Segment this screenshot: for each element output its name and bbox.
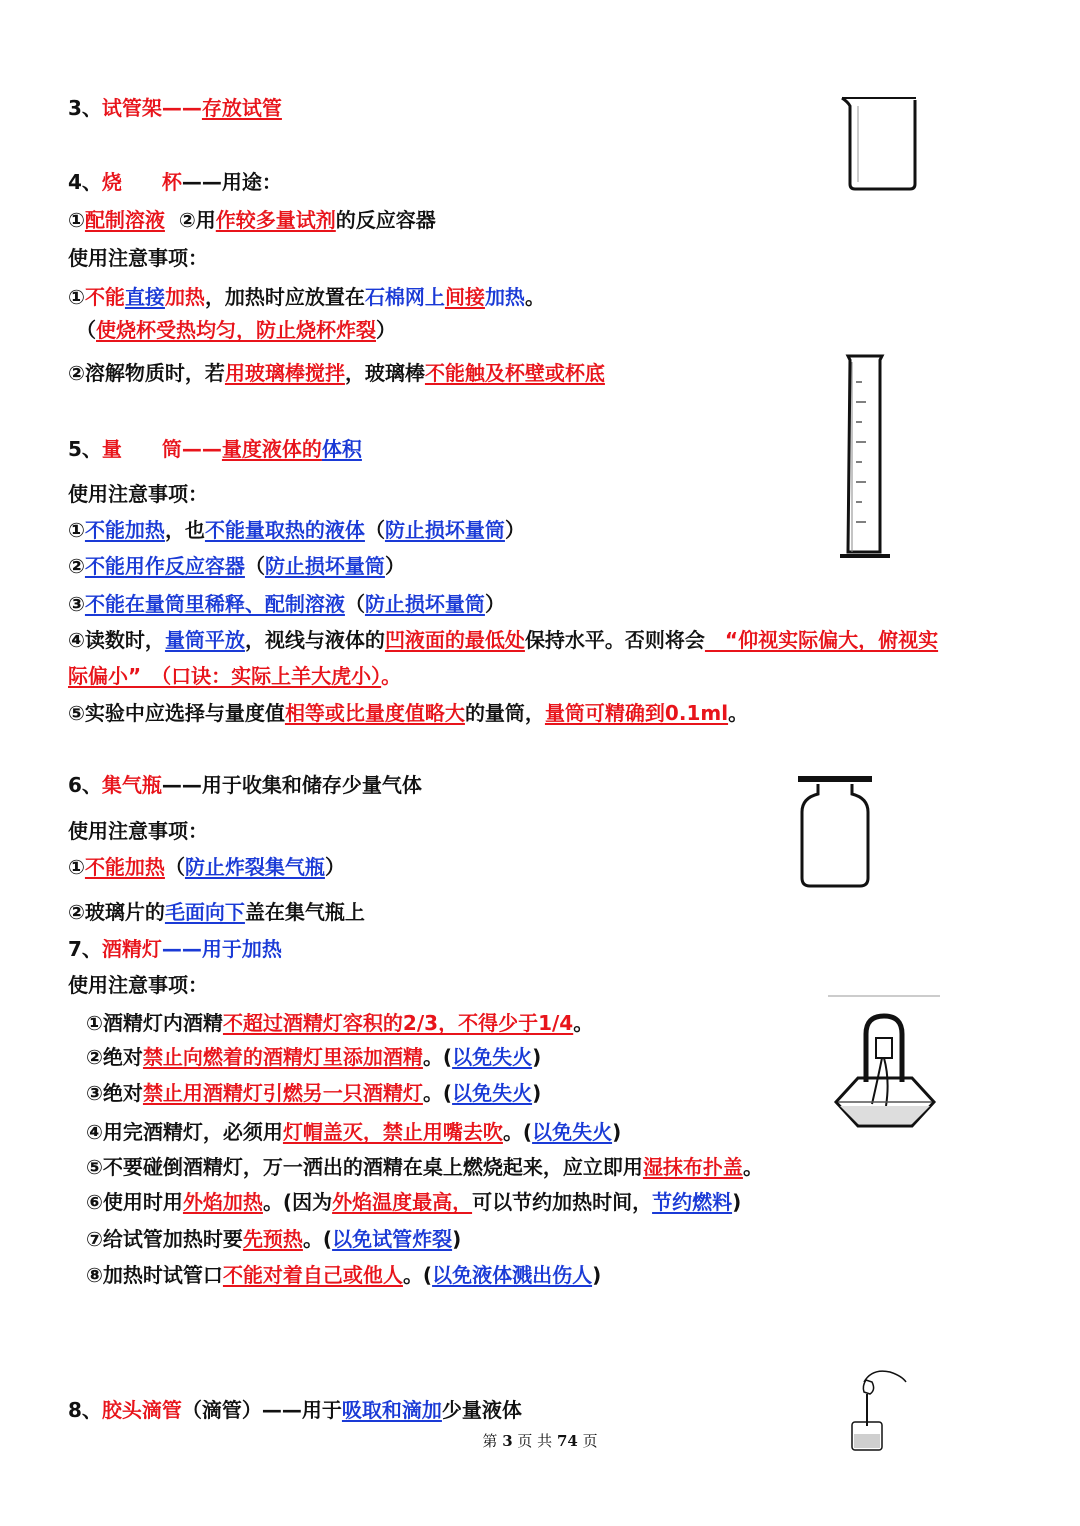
section-5-note-1: ①不能加热，也不能量取热的液体（防止损坏量筒）	[68, 518, 525, 542]
section-6-title: 6、集气瓶——用于收集和储存少量气体	[68, 773, 422, 797]
section-7-note-4: ④用完酒精灯，必须用灯帽盖灭，禁止用嘴去吹。(以免失火)	[86, 1120, 622, 1144]
dropper-illustration	[842, 1364, 912, 1456]
section-7-title: 7、酒精灯——用于加热	[68, 937, 282, 961]
section-7-notes-label: 使用注意事项：	[68, 973, 208, 997]
section-7-note-7: ⑦给试管加热时要先预热。(以免试管炸裂)	[86, 1227, 462, 1251]
section-4-uses: ①配制溶液 ②用作较多量试剂的反应容器	[68, 208, 436, 232]
graduated-cylinder-illustration	[836, 352, 896, 564]
section-4-note-1-reason: （使烧杯受热均匀，防止烧杯炸裂）	[76, 318, 396, 342]
section-7-note-6: ⑥使用时用外焰加热。(因为外焰温度最高，可以节约加热时间，节约燃料)	[86, 1190, 742, 1214]
section-5-title: 5、量 筒——量度液体的体积	[68, 437, 362, 461]
section-5-note-4: ④读数时，量筒平放，视线与液体的凹液面的最低处保持水平。否则将会 “仰视实际偏大，俯视实	[68, 628, 939, 652]
section-5-note-3: ③不能在量筒里稀释、配制溶液（防止损坏量筒）	[68, 592, 505, 616]
beaker-illustration	[836, 92, 926, 194]
section-5-note-2: ②不能用作反应容器（防止损坏量筒）	[68, 554, 405, 578]
section-6-note-2: ②玻璃片的毛面向下盖在集气瓶上	[68, 900, 365, 924]
section-4-note-2: ②溶解物质时，若用玻璃棒搅拌，玻璃棒不能触及杯壁或杯底	[68, 361, 605, 385]
gas-collecting-bottle-illustration	[790, 770, 880, 892]
section-4-note-1: ①不能直接加热，加热时应放置在石棉网上间接加热。	[68, 285, 545, 309]
section-5-notes-label: 使用注意事项：	[68, 482, 208, 506]
section-7-note-1: ①酒精灯内酒精不超过酒精灯容积的2/3，不得少于1/4。	[86, 1011, 594, 1035]
page-footer: 第 3 页 共 74 页	[482, 1432, 598, 1450]
section-5-note-5: ⑤实验中应选择与量度值相等或比量度值略大的量筒，量筒可精确到0.1ml。	[68, 701, 749, 725]
section-5-note-4-cont: 际偏小” （口诀：实际上羊大虎小）。	[68, 664, 402, 688]
section-3-title: 3、试管架——存放试管	[68, 96, 282, 120]
section-8-title: 8、胶头滴管（滴管）——用于吸取和滴加少量液体	[68, 1398, 522, 1422]
section-4-title: 4、烧 杯——用途：	[68, 170, 282, 194]
section-7-note-8: ⑧加热时试管口不能对着自己或他人。(以免液体溅出伤人)	[86, 1263, 602, 1287]
section-7-note-2: ②绝对禁止向燃着的酒精灯里添加酒精。(以免失火)	[86, 1045, 542, 1069]
section-6-note-1: ①不能加热（防止炸裂集气瓶）	[68, 855, 345, 879]
section-7-note-3: ③绝对禁止用酒精灯引燃另一只酒精灯。(以免失火)	[86, 1081, 542, 1105]
section-4-notes-label: 使用注意事项：	[68, 246, 208, 270]
section-7-note-5: ⑤不要碰倒酒精灯，万一洒出的酒精在桌上燃烧起来，应立即用湿抹布扑盖。	[86, 1155, 763, 1179]
section-6-notes-label: 使用注意事项：	[68, 819, 208, 843]
alcohol-lamp-illustration	[826, 994, 944, 1140]
